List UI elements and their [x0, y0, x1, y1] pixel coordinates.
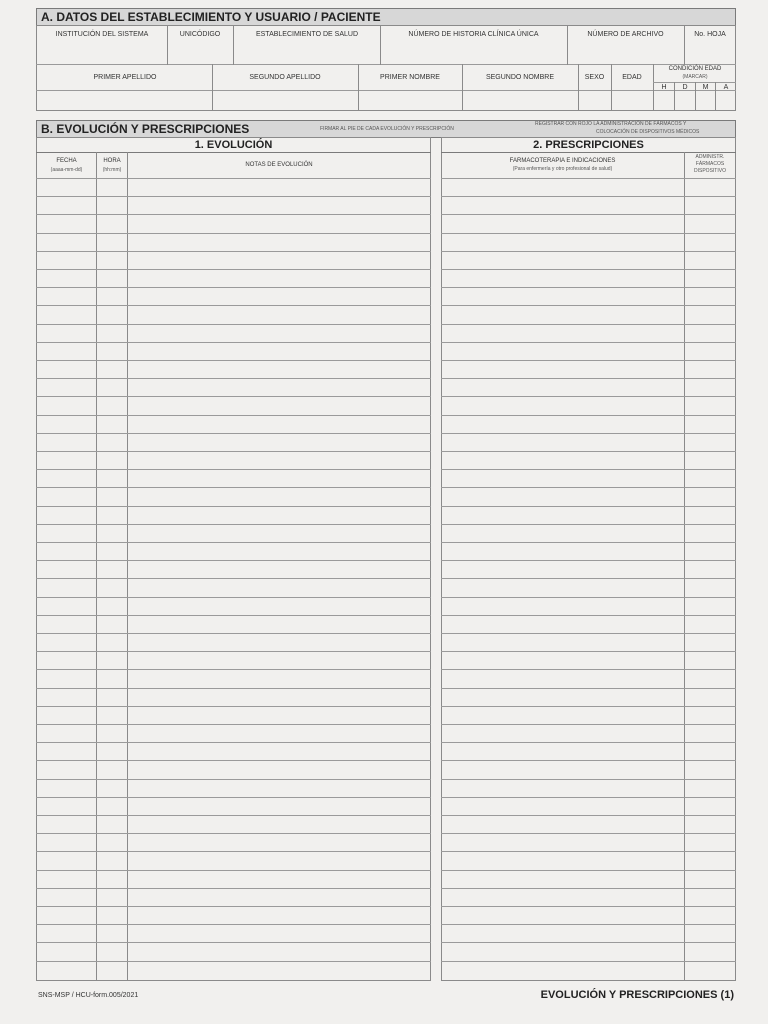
evolucion-row-line: [36, 433, 431, 434]
evolucion-row-line: [36, 724, 431, 725]
prescripciones-row-line: [441, 760, 736, 761]
evolucion-row-line: [36, 560, 431, 561]
evolucion-row-line: [36, 305, 431, 306]
form-footer-name: EVOLUCIÓN Y PRESCRIPCIONES: [540, 989, 718, 1001]
prescripciones-row-line: [441, 378, 736, 379]
evolucion-row-line: [36, 415, 431, 416]
prescripciones-row-line: [441, 924, 736, 925]
evolucion-row-line: [36, 961, 431, 962]
evolucion-row-line: [36, 833, 431, 834]
evolucion-row-line: [36, 469, 431, 470]
form-code: SNS-MSP / HCU-form.005/2021: [38, 992, 139, 999]
prescripciones-row-line: [441, 469, 736, 470]
evolucion-row-line: [36, 269, 431, 270]
evolucion-row-line: [36, 669, 431, 670]
prescripciones-row-line: [441, 269, 736, 270]
label-primer-nombre: PRIMER NOMBRE: [380, 74, 440, 81]
evolucion-row-line: [36, 396, 431, 397]
evolucion-row-line: [36, 870, 431, 871]
prescripciones-row-line: [441, 961, 736, 962]
prescripciones-row-line: [441, 724, 736, 725]
evolucion-row-line: [36, 578, 431, 579]
prescripciones-row-line: [441, 506, 736, 507]
prescripciones-row-line: [441, 888, 736, 889]
prescripciones-row-line: [441, 560, 736, 561]
col-fecha-format: (aaaa-mm-dd): [50, 167, 83, 173]
evolucion-row-line: [36, 633, 431, 634]
col-hora-format: (hh:mm): [102, 167, 122, 173]
col-fecha: FECHA: [56, 158, 77, 164]
evolucion-title: 1. EVOLUCIÓN: [194, 139, 273, 151]
label-primer-apellido: PRIMER APELLIDO: [93, 74, 157, 81]
section-b-title: B. EVOLUCIÓN Y PRESCRIPCIONES: [41, 122, 250, 136]
prescripciones-row-line: [441, 233, 736, 234]
evolucion-row-line: [36, 815, 431, 816]
label-segundo-nombre: SEGUNDO NOMBRE: [485, 74, 555, 81]
evolucion-row-line: [36, 214, 431, 215]
evolucion-row-line: [36, 360, 431, 361]
label-historia-clinica: NÚMERO DE HISTORIA CLÍNICA ÚNICA: [408, 31, 539, 38]
prescripciones-title: 2. PRESCRIPCIONES: [533, 139, 644, 151]
age-unit-m: M: [702, 84, 709, 91]
col-notas-evolucion: NOTAS DE EVOLUCIÓN: [245, 162, 313, 168]
evolucion-row-line: [36, 888, 431, 889]
prescripciones-row-line: [441, 342, 736, 343]
evolucion-row-line: [36, 251, 431, 252]
page-number: (1): [720, 989, 734, 1001]
evolucion-row-line: [36, 651, 431, 652]
col-hora: HORA: [103, 158, 121, 164]
col-admin-2: FÁRMACOS: [695, 161, 725, 167]
evolucion-row-line: [36, 851, 431, 852]
label-edad: EDAD: [622, 74, 642, 81]
prescripciones-row-line: [441, 833, 736, 834]
prescripciones-row-line: [441, 196, 736, 197]
evolucion-row-line: [36, 906, 431, 907]
label-institucion: INSTITUCIÓN DEL SISTEMA: [55, 31, 149, 38]
age-unit-a: A: [723, 84, 729, 91]
age-unit-d: D: [682, 84, 688, 91]
prescripciones-row-line: [441, 906, 736, 907]
age-unit-h: H: [661, 84, 667, 91]
prescripciones-row-line: [441, 305, 736, 306]
evolucion-row-line: [36, 924, 431, 925]
evolucion-row-line: [36, 233, 431, 234]
evolucion-row-line: [36, 779, 431, 780]
evolucion-row-line: [36, 287, 431, 288]
prescripciones-row-line: [441, 688, 736, 689]
label-establecimiento: ESTABLECIMIENTO DE SALUD: [255, 31, 359, 38]
prescripciones-row-line: [441, 597, 736, 598]
prescripciones-row-line: [441, 779, 736, 780]
prescripciones-row-line: [441, 396, 736, 397]
prescripciones-panel: [441, 137, 736, 981]
col-admin-3: DISPOSITIVO: [694, 168, 726, 174]
evolucion-row-line: [36, 196, 431, 197]
prescripciones-row-line: [441, 851, 736, 852]
prescripciones-row-line: [441, 433, 736, 434]
label-segundo-apellido: SEGUNDO APELLIDO: [249, 74, 321, 81]
section-a-header: A. DATOS DEL ESTABLECIMIENTO Y USUARIO / PACIENTE: [36, 8, 736, 26]
prescripciones-row-line: [441, 542, 736, 543]
prescripciones-row-line: [441, 742, 736, 743]
prescripciones-row-line: [441, 797, 736, 798]
prescripciones-row-line: [441, 178, 736, 179]
prescripciones-row-line: [441, 633, 736, 634]
note-registrar-2: COLOCACIÓN DE DISPOSITIVOS MÉDICOS: [596, 129, 700, 135]
evolucion-row-line: [36, 487, 431, 488]
prescripciones-row-line: [441, 415, 736, 416]
prescripciones-row-line: [441, 578, 736, 579]
prescripciones-row-line: [441, 487, 736, 488]
prescripciones-row-line: [441, 524, 736, 525]
prescripciones-row-line: [441, 287, 736, 288]
evolucion-row-line: [36, 324, 431, 325]
col-farmacoterapia-sub: (Para enfermería y otro profesional de salud): [512, 166, 613, 172]
prescripciones-row-line: [441, 706, 736, 707]
evolucion-row-line: [36, 706, 431, 707]
evolucion-row-line: [36, 378, 431, 379]
col-farmacoterapia: FARMACOTERAPIA E INDICACIONES: [509, 158, 616, 164]
col-admin-1: ADMINISTR.: [695, 154, 725, 160]
form-footer-title: [541, 989, 734, 1001]
label-sexo: SEXO: [584, 74, 605, 81]
evolucion-row-line: [36, 451, 431, 452]
prescripciones-row-line: [441, 360, 736, 361]
evolucion-row-line: [36, 742, 431, 743]
prescripciones-row-line: [441, 651, 736, 652]
prescripciones-row-line: [441, 214, 736, 215]
evolucion-row-line: [36, 797, 431, 798]
label-unicodigo: UNICÓDIGO: [179, 31, 221, 38]
evolucion-row-line: [36, 597, 431, 598]
prescripciones-row-line: [441, 251, 736, 252]
evolucion-row-line: [36, 615, 431, 616]
prescripciones-row-line: [441, 870, 736, 871]
evolucion-row-line: [36, 178, 431, 179]
note-registrar-1: REGISTRAR CON ROJO LA ADMINISTRACIÓN DE FÁRMACOS Y: [535, 121, 687, 127]
evolucion-row-line: [36, 760, 431, 761]
prescripciones-row-line: [441, 942, 736, 943]
label-marcar: (MARCAR): [682, 74, 708, 80]
prescripciones-row-line: [441, 815, 736, 816]
note-firma: FIRMAR AL PIE DE CADA EVOLUCIÓN Y PRESCRIPCIÓN: [320, 126, 454, 132]
prescripciones-row-line: [441, 324, 736, 325]
evolucion-row-line: [36, 942, 431, 943]
label-condicion-edad: CONDICIÓN EDAD: [668, 66, 722, 72]
evolucion-row-line: [36, 542, 431, 543]
prescripciones-row-line: [441, 451, 736, 452]
prescripciones-row-line: [441, 669, 736, 670]
label-numero-archivo: NÚMERO DE ARCHIVO: [587, 31, 664, 38]
evolucion-row-line: [36, 342, 431, 343]
evolucion-row-line: [36, 506, 431, 507]
evolucion-row-line: [36, 524, 431, 525]
evolucion-row-line: [36, 688, 431, 689]
label-no-hoja: No. HOJA: [694, 31, 726, 38]
prescripciones-row-line: [441, 615, 736, 616]
